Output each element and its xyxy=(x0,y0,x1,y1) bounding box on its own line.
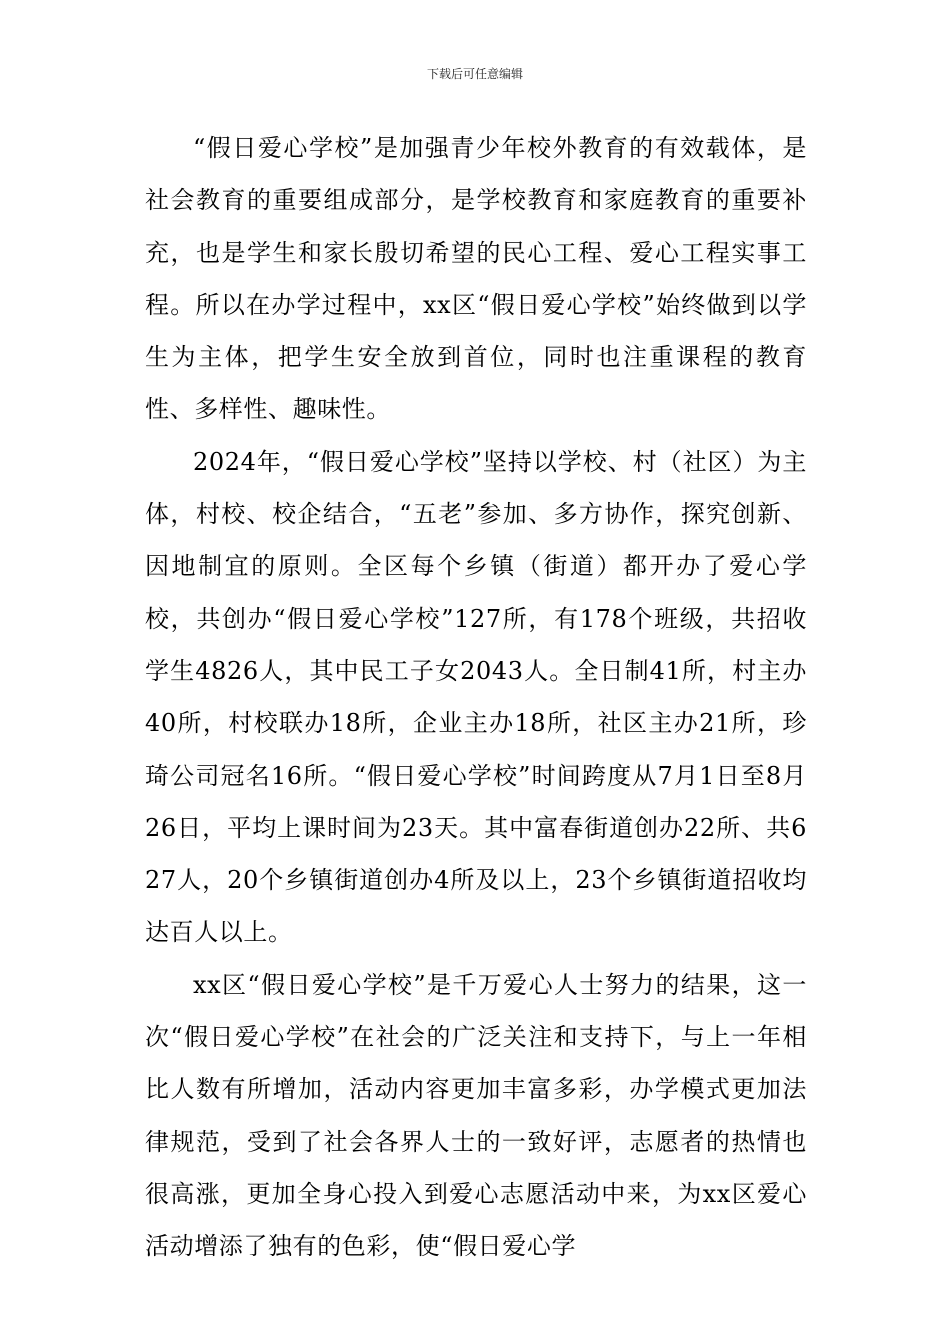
paragraph-1: “假日爱心学校”是加强青少年校外教育的有效载体，是社会教育的重要组成部分，是学校教育和家庭教育的重要补充，也是学生和家长殷切希望的民心工程、爱心工程实事工程。所以在办学过程中，xx区“假日爱心学校”始终做到以学生为主体，把学生安全放到首位，同时也注重课程的教育性、多样性、趣味性。 xyxy=(145,134,807,424)
document-body xyxy=(145,122,807,1273)
paragraph-3: xx区“假日爱心学校”是千万爱心人士努力的结果，这一次“假日爱心学校”在社会的广泛关注和支持下，与上一年相比人数有所增加，活动内容更加丰富多彩，办学模式更加法律规范，受到了社会各界人士的一致好评，志愿者的热情也很高涨，更加全身心投入到爱心志愿活动中来，为xx区爱心活动增添了独有的色彩，使“假日爱心学 xyxy=(145,970,807,1261)
paragraph-2: 2024年，“假日爱心学校”坚持以学校、村（社区）为主体，村校、校企结合，“五老”参加、多方协作，探究创新、因地制宜的原则。全区每个乡镇（街道）都开办了爱心学校，共创办“假日爱心学校”127所，有178个班级，共招收学生4826人，其中民工子女2043人。全日制41所，村主办40所，村校联办18所，企业主办18所，社区主办21所，珍琦公司冠名16所。“假日爱心学校”时间跨度从7月1日至8月26日，平均上课时间为23天。其中富春街道创办22所、共627人，20个乡镇街道创办4所及以上，23个乡镇街道招收均达百人以上。 xyxy=(145,447,807,947)
page-header-note: 下载后可任意编辑 xyxy=(426,67,523,81)
